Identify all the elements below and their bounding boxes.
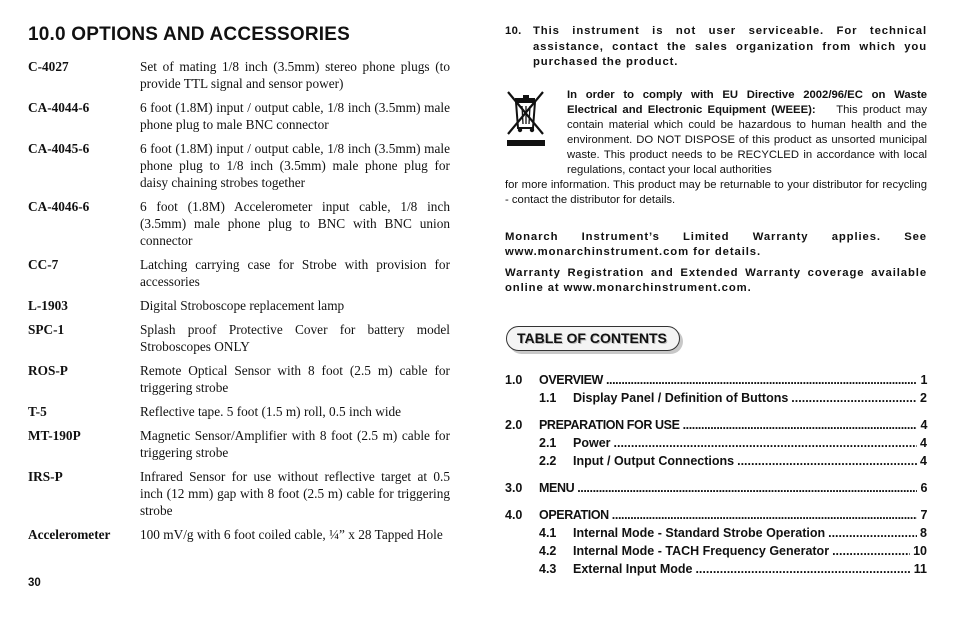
toc-leader-dots bbox=[683, 418, 918, 432]
accessory-row bbox=[28, 297, 450, 314]
accessory-description: Set of mating 1/8 inch (3.5mm) stereo phone plugs (to provide TTL signal and sensor power) bbox=[140, 59, 450, 91]
accessory-code: IRS-P bbox=[28, 469, 63, 484]
accessory-code: Accelerometer bbox=[28, 527, 111, 542]
weee-notice bbox=[505, 88, 927, 208]
accessory-code: C-4027 bbox=[28, 59, 69, 74]
toc-leader-dots bbox=[791, 391, 917, 405]
accessory-description: 100 mV/g with 6 foot coiled cable, ¼” x 28 Tapped Hole bbox=[140, 527, 443, 542]
accessory-row bbox=[28, 58, 450, 92]
accessory-code: L-1903 bbox=[28, 298, 68, 313]
toc-entry[interactable] bbox=[505, 373, 927, 391]
toc-entry[interactable] bbox=[505, 454, 927, 472]
warranty-statement: Monarch Instrument’s Limited Warranty applies. See www.monarchinstrument.com for details. bbox=[505, 230, 927, 258]
accessory-description: Remote Optical Sensor with 8 foot (2.5 m) cable for triggering strobe bbox=[140, 363, 450, 395]
accessory-code: CA-4046-6 bbox=[28, 199, 90, 214]
accessory-row bbox=[28, 140, 450, 191]
toc-leader-dots bbox=[614, 436, 918, 450]
note-number: 10. bbox=[505, 25, 522, 37]
toc-entry[interactable] bbox=[505, 436, 927, 454]
toc-entry-title: PREPARATION FOR USE bbox=[539, 417, 680, 432]
toc-leader-dots bbox=[577, 481, 917, 495]
toc-entry-title: Internal Mode - TACH Frequency Generator bbox=[573, 543, 830, 558]
accessory-code: CA-4045-6 bbox=[28, 141, 90, 156]
toc-entry-page: 6 bbox=[920, 480, 927, 495]
toc-entry-page: 4 bbox=[920, 453, 927, 468]
toc-entry-title: Power bbox=[573, 435, 611, 450]
toc-entry-title: OVERVIEW bbox=[539, 372, 603, 387]
toc-entry-number: 3.0 bbox=[505, 480, 523, 495]
accessory-description: Digital Stroboscope replacement lamp bbox=[140, 298, 345, 313]
toc-entry[interactable] bbox=[505, 562, 927, 580]
accessory-code: CC-7 bbox=[28, 257, 59, 272]
toc-entry[interactable] bbox=[505, 481, 927, 499]
toc-entry-number: 2.1 bbox=[539, 435, 557, 450]
toc-entry-page: 7 bbox=[920, 507, 927, 522]
toc-entry-number: 1.0 bbox=[505, 372, 523, 387]
accessory-description: Infrared Sensor for use without reflective target at 0.5 inch (12 mm) gap with 8 foot (2.5 m) cable for triggering strobe bbox=[140, 469, 450, 518]
accessory-description: 6 foot (1.8M) input / output cable, 1/8 inch (3.5mm) male phone plug to male BNC connector bbox=[140, 100, 450, 132]
toc-entry-number: 1.1 bbox=[539, 390, 557, 405]
toc-entry-page: 11 bbox=[913, 561, 927, 576]
toc-entry[interactable] bbox=[505, 544, 927, 562]
accessory-row bbox=[28, 526, 450, 543]
toc-entry-page: 2 bbox=[920, 390, 927, 405]
toc-entry-title: OPERATION bbox=[539, 507, 609, 522]
toc-entry-number: 4.0 bbox=[505, 507, 523, 522]
accessory-description: Magnetic Sensor/Amplifier with 8 foot (2.5 m) cable for triggering strobe bbox=[140, 428, 450, 460]
weee-text-rest: for more information. This product may be returnable to your distributor for recycling - contact the distributor for details. bbox=[505, 178, 927, 206]
toc-entry[interactable] bbox=[505, 526, 927, 544]
weee-body-text: This product may contain material which could be hazardous to human health and the environment. DO NOT DISPOSE of this product as unsorted municipal waste. This product needs to be RECYCLED in accordance with local regulations, contact your local authorities bbox=[567, 103, 928, 176]
accessory-code: SPC-1 bbox=[28, 322, 65, 337]
section-title: 10.0 OPTIONS AND ACCESSORIES bbox=[28, 24, 350, 45]
accessory-row bbox=[28, 427, 450, 461]
toc-entry-title: Internal Mode - Standard Strobe Operation bbox=[573, 525, 826, 540]
accessory-row bbox=[28, 256, 450, 290]
accessory-description: Splash proof Protective Cover for battery model Stroboscopes ONLY bbox=[140, 322, 450, 354]
toc-entry-number: 2.2 bbox=[539, 453, 557, 468]
toc-leader-dots bbox=[828, 526, 917, 540]
accessory-row bbox=[28, 362, 450, 396]
accessory-code: MT-190P bbox=[28, 428, 81, 443]
accessory-code: T-5 bbox=[28, 404, 47, 419]
accessories-list bbox=[28, 58, 450, 543]
toc-heading: TABLE OF CONTENTS bbox=[506, 326, 680, 351]
toc-entry-title: External Input Mode bbox=[573, 561, 693, 576]
accessory-row bbox=[28, 403, 450, 420]
accessory-description: Reflective tape. 5 foot (1.5 m) roll, 0.5 inch wide bbox=[140, 404, 402, 419]
accessory-row bbox=[28, 198, 450, 249]
toc-entry-page: 4 bbox=[920, 417, 927, 432]
toc-entry-page: 8 bbox=[920, 525, 927, 540]
toc-leader-dots bbox=[737, 454, 917, 468]
warranty-registration: Warranty Registration and Extended Warranty coverage available online at www.monarchinstrument.com. bbox=[505, 266, 927, 294]
toc-leader-dots bbox=[606, 373, 917, 387]
toc-entry-title: Input / Output Connections bbox=[573, 453, 735, 468]
toc-entry-page: 10 bbox=[913, 543, 927, 558]
toc-entry[interactable] bbox=[505, 418, 927, 436]
accessory-row bbox=[28, 99, 450, 133]
toc-entry-number: 4.1 bbox=[539, 525, 557, 540]
toc-entry-title: Display Panel / Definition of Buttons bbox=[573, 390, 789, 405]
toc-entry-title: MENU bbox=[539, 480, 575, 495]
toc-entry-number: 2.0 bbox=[505, 417, 523, 432]
toc-entry-number: 4.2 bbox=[539, 543, 557, 558]
toc-leader-dots bbox=[695, 562, 910, 576]
left-page bbox=[28, 24, 450, 550]
service-note bbox=[505, 24, 927, 71]
weee-directive-text: In order to comply with EU Directive 2002/96/EC on Waste Electrical and Electronic Equipment (WEEE): bbox=[567, 88, 927, 116]
accessory-description: 6 foot (1.8M) Accelerometer input cable, 1/8 inch (3.5mm) male phone plug to BNC with BNC union connector bbox=[140, 199, 450, 248]
right-page bbox=[505, 24, 927, 580]
toc-entry-page: 1 bbox=[920, 372, 927, 387]
toc-entry[interactable] bbox=[505, 508, 927, 526]
toc-entry-page: 4 bbox=[920, 435, 927, 450]
toc-entry-number: 4.3 bbox=[539, 561, 557, 576]
accessory-description: 6 foot (1.8M) input / output cable, 1/8 inch (3.5mm) male phone plug to 1/8 inch (3.5mm) male phone plug for daisy chaining strobes together bbox=[140, 141, 450, 190]
toc-leader-dots bbox=[832, 544, 910, 558]
crossed-out-wheelie-bin-icon bbox=[505, 88, 547, 150]
accessory-row bbox=[28, 321, 450, 355]
toc-entry[interactable] bbox=[505, 391, 927, 409]
accessory-row bbox=[28, 468, 450, 519]
table-of-contents bbox=[505, 373, 927, 580]
accessory-code: CA-4044-6 bbox=[28, 100, 90, 115]
page-number: 30 bbox=[28, 577, 41, 589]
note-text: This instrument is not user serviceable. For technical assistance, contact the sales organization from which you purchased the product. bbox=[533, 25, 927, 68]
accessory-description: Latching carrying case for Strobe with provision for accessories bbox=[140, 257, 450, 289]
toc-leader-dots bbox=[612, 508, 918, 522]
weee-text-top bbox=[567, 88, 927, 178]
accessory-code: ROS-P bbox=[28, 363, 68, 378]
